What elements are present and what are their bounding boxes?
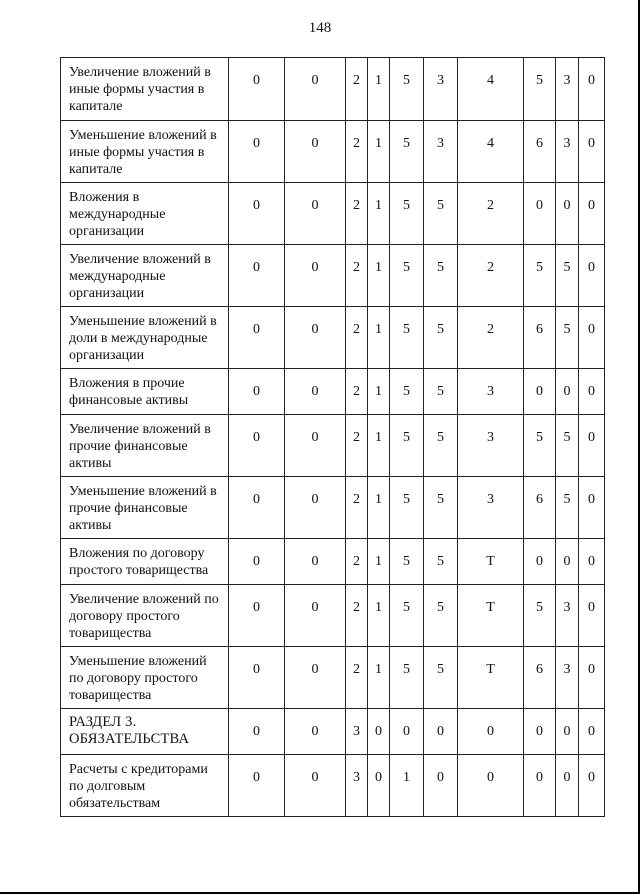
code-digit-3: 2 xyxy=(346,307,368,369)
code-digit-3: 2 xyxy=(346,647,368,709)
code-digit-6: 0 xyxy=(424,709,458,755)
code-digit-9: 5 xyxy=(556,245,579,307)
code-digit-1: 0 xyxy=(229,121,285,183)
table-row xyxy=(61,755,605,817)
code-digit-1: 0 xyxy=(229,585,285,647)
code-digit-4: 1 xyxy=(368,585,390,647)
code-digit-3: 2 xyxy=(346,539,368,585)
code-digit-9: 5 xyxy=(556,415,579,477)
code-digit-1: 0 xyxy=(229,369,285,415)
code-digit-6: 5 xyxy=(424,585,458,647)
code-digit-9: 0 xyxy=(556,539,579,585)
code-digit-6: 5 xyxy=(424,415,458,477)
code-digit-10: 0 xyxy=(579,58,605,121)
code-digit-6: 5 xyxy=(424,245,458,307)
code-digit-3: 3 xyxy=(346,755,368,817)
code-digit-4: 1 xyxy=(368,58,390,121)
code-digit-8: 0 xyxy=(524,183,556,245)
code-digit-1: 0 xyxy=(229,245,285,307)
code-digit-5: 5 xyxy=(390,477,424,539)
code-digit-9: 3 xyxy=(556,647,579,709)
code-digit-10: 0 xyxy=(579,121,605,183)
code-digit-7: 2 xyxy=(458,245,524,307)
code-digit-2: 0 xyxy=(285,121,346,183)
row-label: Вложения по договору простого товарищества xyxy=(61,539,229,585)
row-label: Увеличение вложений в прочие финансовые активы xyxy=(61,415,229,477)
code-digit-2: 0 xyxy=(285,183,346,245)
code-digit-2: 0 xyxy=(285,539,346,585)
section-title: РАЗДЕЛ 3. ОБЯЗАТЕЛЬСТВА xyxy=(61,709,229,755)
code-digit-3: 2 xyxy=(346,245,368,307)
code-digit-3: 2 xyxy=(346,415,368,477)
code-digit-4: 1 xyxy=(368,647,390,709)
code-digit-1: 0 xyxy=(229,307,285,369)
code-digit-10: 0 xyxy=(579,369,605,415)
row-label: Вложения в международные организации xyxy=(61,183,229,245)
code-digit-9: 5 xyxy=(556,307,579,369)
code-digit-5: 1 xyxy=(390,755,424,817)
code-digit-4: 1 xyxy=(368,539,390,585)
row-label: Расчеты с кредиторами по долговым обязательствам xyxy=(61,755,229,817)
code-digit-4: 1 xyxy=(368,121,390,183)
code-digit-1: 0 xyxy=(229,755,285,817)
code-digit-3: 2 xyxy=(346,477,368,539)
code-digit-6: 0 xyxy=(424,755,458,817)
code-digit-6: 3 xyxy=(424,121,458,183)
code-digit-10: 0 xyxy=(579,647,605,709)
row-label: Уменьшение вложений в иные формы участия в капитале xyxy=(61,121,229,183)
table-body xyxy=(61,58,605,817)
code-digit-3: 2 xyxy=(346,369,368,415)
code-digit-1: 0 xyxy=(229,183,285,245)
code-digit-8: 0 xyxy=(524,369,556,415)
code-digit-5: 5 xyxy=(390,539,424,585)
code-digit-1: 0 xyxy=(229,477,285,539)
code-digit-9: 3 xyxy=(556,121,579,183)
code-digit-10: 0 xyxy=(579,585,605,647)
code-digit-4: 1 xyxy=(368,477,390,539)
code-digit-8: 6 xyxy=(524,647,556,709)
code-digit-8: 0 xyxy=(524,709,556,755)
code-digit-4: 1 xyxy=(368,307,390,369)
code-digit-4: 1 xyxy=(368,369,390,415)
code-digit-8: 5 xyxy=(524,585,556,647)
code-digit-5: 0 xyxy=(390,709,424,755)
code-digit-6: 5 xyxy=(424,477,458,539)
code-digit-7: Т xyxy=(458,539,524,585)
code-digit-1: 0 xyxy=(229,58,285,121)
table-row xyxy=(61,369,605,415)
code-digit-9: 0 xyxy=(556,183,579,245)
code-digit-7: 2 xyxy=(458,183,524,245)
code-digit-5: 5 xyxy=(390,585,424,647)
code-digit-6: 5 xyxy=(424,369,458,415)
code-digit-8: 6 xyxy=(524,121,556,183)
code-digit-10: 0 xyxy=(579,307,605,369)
code-digit-2: 0 xyxy=(285,245,346,307)
code-digit-2: 0 xyxy=(285,585,346,647)
code-digit-10: 0 xyxy=(579,245,605,307)
table-row xyxy=(61,121,605,183)
code-digit-1: 0 xyxy=(229,415,285,477)
code-digit-5: 5 xyxy=(390,307,424,369)
code-digit-7: Т xyxy=(458,647,524,709)
code-digit-7: 3 xyxy=(458,477,524,539)
code-digit-7: 3 xyxy=(458,369,524,415)
code-digit-6: 5 xyxy=(424,539,458,585)
classification-table xyxy=(60,57,605,817)
code-digit-9: 0 xyxy=(556,369,579,415)
code-digit-2: 0 xyxy=(285,647,346,709)
table-row xyxy=(61,58,605,121)
code-digit-3: 2 xyxy=(346,121,368,183)
row-label: Вложения в прочие финансовые активы xyxy=(61,369,229,415)
code-digit-8: 6 xyxy=(524,477,556,539)
code-digit-5: 5 xyxy=(390,58,424,121)
code-digit-8: 6 xyxy=(524,307,556,369)
code-digit-4: 1 xyxy=(368,415,390,477)
code-digit-2: 0 xyxy=(285,477,346,539)
code-digit-5: 5 xyxy=(390,245,424,307)
code-digit-7: 4 xyxy=(458,58,524,121)
code-digit-3: 3 xyxy=(346,709,368,755)
table-row xyxy=(61,415,605,477)
code-digit-8: 5 xyxy=(524,245,556,307)
row-label: Уменьшение вложений в прочие финансовые активы xyxy=(61,477,229,539)
code-digit-7: 0 xyxy=(458,709,524,755)
code-digit-7: 3 xyxy=(458,415,524,477)
code-digit-10: 0 xyxy=(579,415,605,477)
code-digit-4: 0 xyxy=(368,709,390,755)
table-row xyxy=(61,539,605,585)
code-digit-2: 0 xyxy=(285,709,346,755)
table-row xyxy=(61,647,605,709)
code-digit-9: 3 xyxy=(556,58,579,121)
table-row xyxy=(61,585,605,647)
table-row xyxy=(61,183,605,245)
code-digit-10: 0 xyxy=(579,539,605,585)
code-digit-8: 5 xyxy=(524,58,556,121)
code-digit-2: 0 xyxy=(285,369,346,415)
row-label: Увеличение вложений в иные формы участия в капитале xyxy=(61,58,229,121)
code-digit-10: 0 xyxy=(579,709,605,755)
code-digit-2: 0 xyxy=(285,755,346,817)
code-digit-5: 5 xyxy=(390,121,424,183)
table-row xyxy=(61,307,605,369)
table-row xyxy=(61,477,605,539)
code-digit-10: 0 xyxy=(579,477,605,539)
code-digit-9: 0 xyxy=(556,755,579,817)
code-digit-3: 2 xyxy=(346,58,368,121)
code-digit-4: 1 xyxy=(368,245,390,307)
code-digit-8: 0 xyxy=(524,539,556,585)
code-digit-4: 1 xyxy=(368,183,390,245)
page-number: 148 xyxy=(308,20,332,36)
code-digit-8: 0 xyxy=(524,755,556,817)
code-digit-7: 4 xyxy=(458,121,524,183)
code-digit-10: 0 xyxy=(579,183,605,245)
code-digit-6: 3 xyxy=(424,58,458,121)
code-digit-1: 0 xyxy=(229,709,285,755)
code-digit-5: 5 xyxy=(390,183,424,245)
row-label: Увеличение вложений по договору простого товарищества xyxy=(61,585,229,647)
code-digit-9: 5 xyxy=(556,477,579,539)
code-digit-1: 0 xyxy=(229,539,285,585)
code-digit-10: 0 xyxy=(579,755,605,817)
code-digit-9: 0 xyxy=(556,709,579,755)
code-digit-3: 2 xyxy=(346,585,368,647)
section-row xyxy=(61,709,605,755)
code-digit-7: 0 xyxy=(458,755,524,817)
code-digit-7: 2 xyxy=(458,307,524,369)
code-digit-6: 5 xyxy=(424,183,458,245)
code-digit-3: 2 xyxy=(346,183,368,245)
table-row xyxy=(61,245,605,307)
code-digit-1: 0 xyxy=(229,647,285,709)
code-digit-2: 0 xyxy=(285,415,346,477)
code-digit-6: 5 xyxy=(424,647,458,709)
code-digit-6: 5 xyxy=(424,307,458,369)
code-digit-4: 0 xyxy=(368,755,390,817)
code-digit-5: 5 xyxy=(390,647,424,709)
row-label: Уменьшение вложений по договору простого товарищества xyxy=(61,647,229,709)
code-digit-2: 0 xyxy=(285,58,346,121)
code-digit-7: Т xyxy=(458,585,524,647)
row-label: Увеличение вложений в международные организации xyxy=(61,245,229,307)
code-digit-9: 3 xyxy=(556,585,579,647)
code-digit-2: 0 xyxy=(285,307,346,369)
code-digit-5: 5 xyxy=(390,369,424,415)
code-digit-8: 5 xyxy=(524,415,556,477)
code-digit-5: 5 xyxy=(390,415,424,477)
row-label: Уменьшение вложений в доли в международные организации xyxy=(61,307,229,369)
